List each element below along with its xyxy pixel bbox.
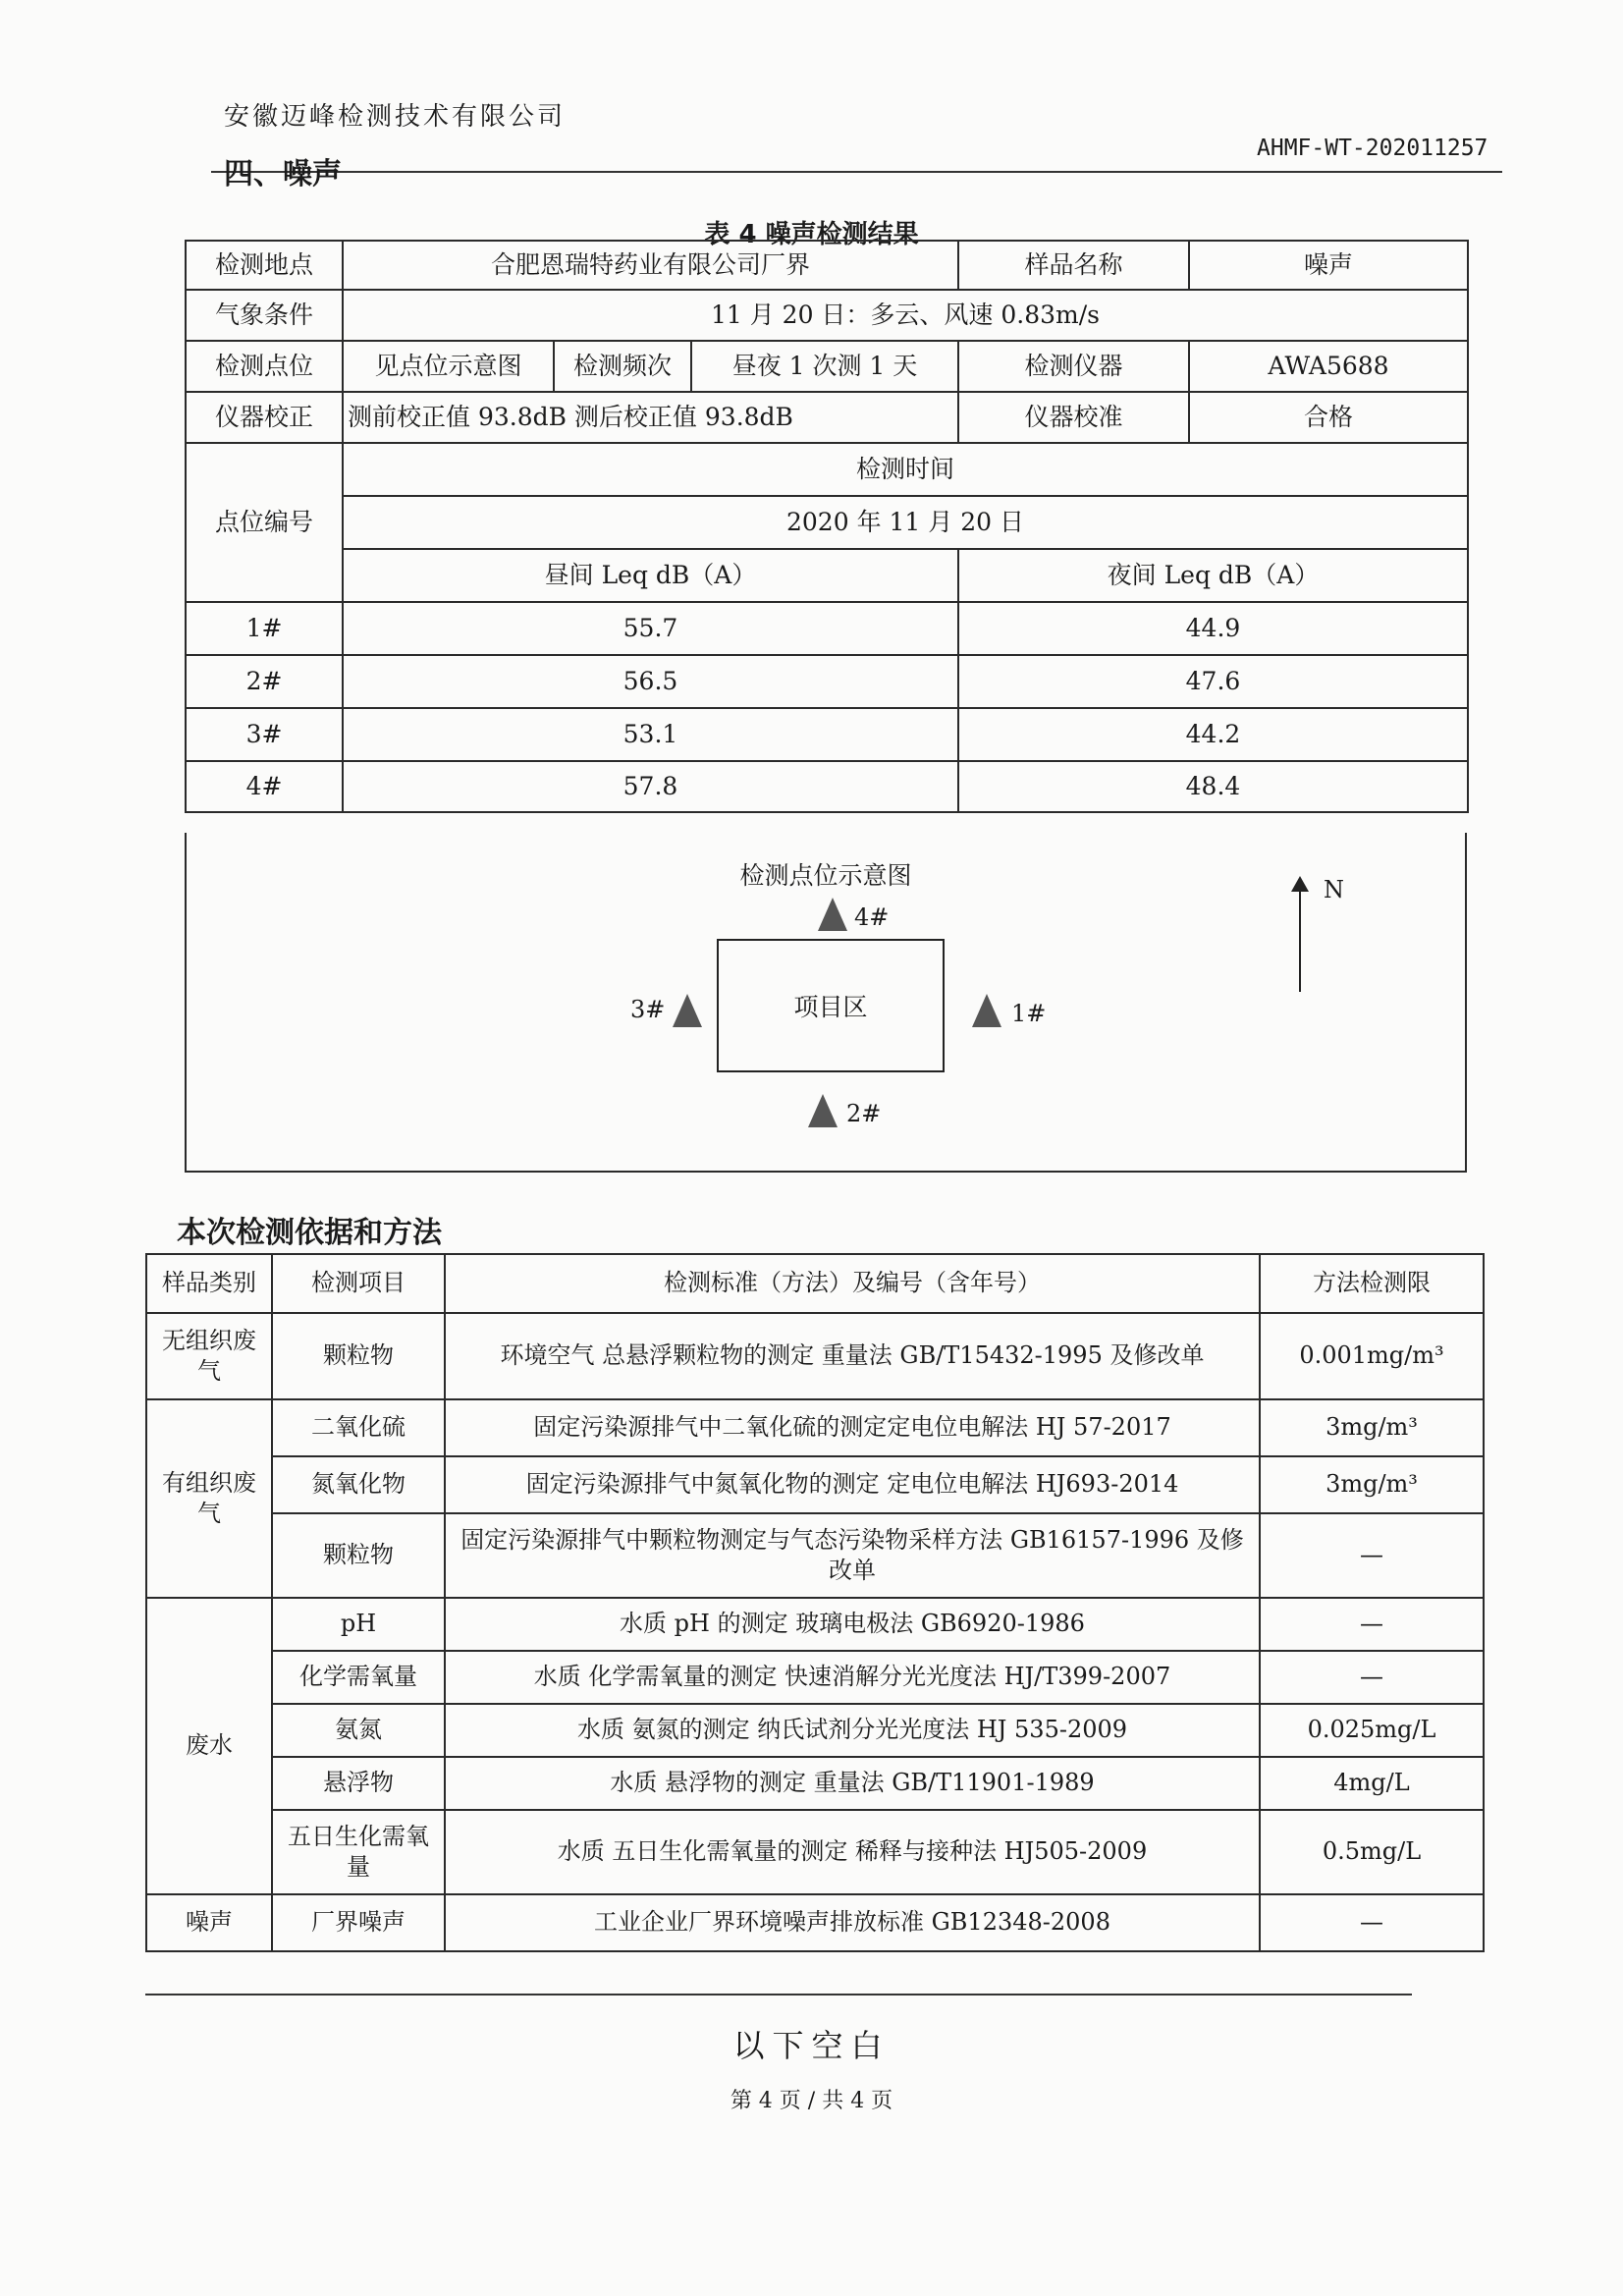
point-id: 1# <box>186 602 343 655</box>
point-number-label: 点位编号 <box>186 443 343 602</box>
table-row <box>186 761 1468 812</box>
north-label: N <box>1324 876 1344 903</box>
item-cell: 颗粒物 <box>272 1513 445 1598</box>
item-cell: 化学需氧量 <box>272 1651 445 1704</box>
standard-cell: 水质 悬浮物的测定 重量法 GB/T11901-1989 <box>445 1757 1260 1810</box>
limit-cell: 0.001mg/m³ <box>1260 1313 1484 1399</box>
point-value: 见点位示意图 <box>343 341 554 392</box>
table-row <box>146 1399 1484 1456</box>
item-cell: pH <box>272 1598 445 1651</box>
table-row <box>146 1456 1484 1513</box>
calibration-value: 测前校正值 93.8dB 测后校正值 93.8dB <box>343 392 958 443</box>
table-row <box>146 1513 1484 1598</box>
monitoring-point-diagram <box>185 833 1467 1173</box>
instrument-label: 检测仪器 <box>958 341 1189 392</box>
table-row <box>146 1598 1484 1651</box>
point-id: 4# <box>186 761 343 812</box>
table-row <box>146 1810 1484 1894</box>
detection-time-label: 检测时间 <box>343 443 1468 496</box>
item-cell: 悬浮物 <box>272 1757 445 1810</box>
weather-value: 11 月 20 日：多云、风速 0.83m/s <box>343 290 1468 341</box>
point-1-label: 1# <box>1011 1000 1047 1027</box>
night-value: 48.4 <box>958 761 1468 812</box>
limit-cell: — <box>1260 1513 1484 1598</box>
table-row <box>146 1757 1484 1810</box>
night-value: 47.6 <box>958 655 1468 708</box>
limit-cell: 3mg/m³ <box>1260 1399 1484 1456</box>
standard-cell: 水质 化学需氧量的测定 快速消解分光光度法 HJ/T399-2007 <box>445 1651 1260 1704</box>
item-cell: 厂界噪声 <box>272 1894 445 1951</box>
calibration-check-label: 仪器校准 <box>958 392 1189 443</box>
day-value: 57.8 <box>343 761 958 812</box>
item-cell: 氨氮 <box>272 1704 445 1757</box>
day-value: 56.5 <box>343 655 958 708</box>
night-value: 44.9 <box>958 602 1468 655</box>
frequency-value: 昼夜 1 次测 1 天 <box>691 341 958 392</box>
point-id: 3# <box>186 708 343 761</box>
table-caption: 表 4 噪声检测结果 <box>704 220 919 249</box>
end-divider <box>145 1994 1412 1995</box>
project-area-box <box>717 939 945 1072</box>
methods-header-row <box>146 1254 1484 1313</box>
category-cell: 噪声 <box>146 1894 272 1951</box>
limit-cell: 3mg/m³ <box>1260 1456 1484 1513</box>
item-cell: 二氧化硫 <box>272 1399 445 1456</box>
project-area-label: 项目区 <box>793 993 868 1021</box>
location-value: 合肥恩瑞特药业有限公司厂界 <box>343 241 958 290</box>
header-limit: 方法检测限 <box>1260 1254 1484 1313</box>
item-cell: 五日生化需氧量 <box>272 1810 445 1894</box>
standard-cell: 固定污染源排气中二氧化硫的测定定电位电解法 HJ 57-2017 <box>445 1399 1260 1456</box>
point-label: 检测点位 <box>186 341 343 392</box>
detection-date: 2020 年 11 月 20 日 <box>343 496 1468 549</box>
header-standard: 检测标准（方法）及编号（含年号） <box>445 1254 1260 1313</box>
document-number: AHMF-WT-202011257 <box>1257 136 1488 161</box>
instrument-value: AWA5688 <box>1189 341 1468 392</box>
page-number: 第 4 页 / 共 4 页 <box>730 2089 893 2113</box>
standard-cell: 固定污染源排气中颗粒物测定与气态污染物采样方法 GB16157-1996 及修改单 <box>445 1513 1260 1598</box>
sample-label: 样品名称 <box>958 241 1189 290</box>
sample-value: 噪声 <box>1189 241 1468 290</box>
table-row <box>146 1704 1484 1757</box>
limit-cell: 4mg/L <box>1260 1757 1484 1810</box>
table-row <box>146 1651 1484 1704</box>
limit-cell: — <box>1260 1894 1484 1951</box>
point-1-marker <box>972 994 1001 1027</box>
standard-cell: 水质 五日生化需氧量的测定 稀释与接种法 HJ505-2009 <box>445 1810 1260 1894</box>
calibration-check-value: 合格 <box>1189 392 1468 443</box>
frequency-label: 检测频次 <box>554 341 691 392</box>
location-label: 检测地点 <box>186 241 343 290</box>
table-row <box>146 1313 1484 1399</box>
limit-cell: — <box>1260 1651 1484 1704</box>
standard-cell: 水质 氨氮的测定 纳氏试剂分光光度法 HJ 535-2009 <box>445 1704 1260 1757</box>
header-category: 样品类别 <box>146 1254 272 1313</box>
noise-results-table <box>185 240 1469 813</box>
calibration-label: 仪器校正 <box>186 392 343 443</box>
night-header: 夜间 Leq dB（A） <box>958 549 1468 602</box>
standard-cell: 工业企业厂界环境噪声排放标准 GB12348-2008 <box>445 1894 1260 1951</box>
point-3-marker <box>673 994 702 1027</box>
blank-below-note: 以下空白 <box>732 2027 891 2064</box>
day-value: 53.1 <box>343 708 958 761</box>
north-arrow-shaft <box>1299 884 1301 992</box>
point-4-marker <box>818 898 847 931</box>
methods-table <box>145 1253 1485 1952</box>
day-header: 昼间 Leq dB（A） <box>343 549 958 602</box>
section-title: 四、噪声 <box>224 157 342 191</box>
header-divider <box>211 171 1502 173</box>
night-value: 44.2 <box>958 708 1468 761</box>
weather-label: 气象条件 <box>186 290 343 341</box>
point-3-label: 3# <box>630 996 666 1023</box>
category-cell: 废水 <box>146 1598 272 1894</box>
category-cell: 有组织废气 <box>146 1399 272 1598</box>
item-cell: 颗粒物 <box>272 1313 445 1399</box>
standard-cell: 固定污染源排气中氮氧化物的测定 定电位电解法 HJ693-2014 <box>445 1456 1260 1513</box>
company-name: 安徽迈峰检测技术有限公司 <box>224 102 567 132</box>
day-value: 55.7 <box>343 602 958 655</box>
table-row <box>186 708 1468 761</box>
point-4-label: 4# <box>854 903 890 931</box>
standard-cell: 水质 pH 的测定 玻璃电极法 GB6920-1986 <box>445 1598 1260 1651</box>
table-row <box>186 655 1468 708</box>
point-2-label: 2# <box>846 1100 882 1127</box>
diagram-title: 检测点位示意图 <box>739 861 912 890</box>
standard-cell: 环境空气 总悬浮颗粒物的测定 重量法 GB/T15432-1995 及修改单 <box>445 1313 1260 1399</box>
table-row <box>186 602 1468 655</box>
limit-cell: — <box>1260 1598 1484 1651</box>
point-2-marker <box>808 1094 838 1127</box>
point-id: 2# <box>186 655 343 708</box>
table-row <box>146 1894 1484 1951</box>
header-item: 检测项目 <box>272 1254 445 1313</box>
methods-title: 本次检测依据和方法 <box>177 1216 442 1250</box>
category-cell: 无组织废气 <box>146 1313 272 1399</box>
item-cell: 氮氧化物 <box>272 1456 445 1513</box>
limit-cell: 0.025mg/L <box>1260 1704 1484 1757</box>
limit-cell: 0.5mg/L <box>1260 1810 1484 1894</box>
